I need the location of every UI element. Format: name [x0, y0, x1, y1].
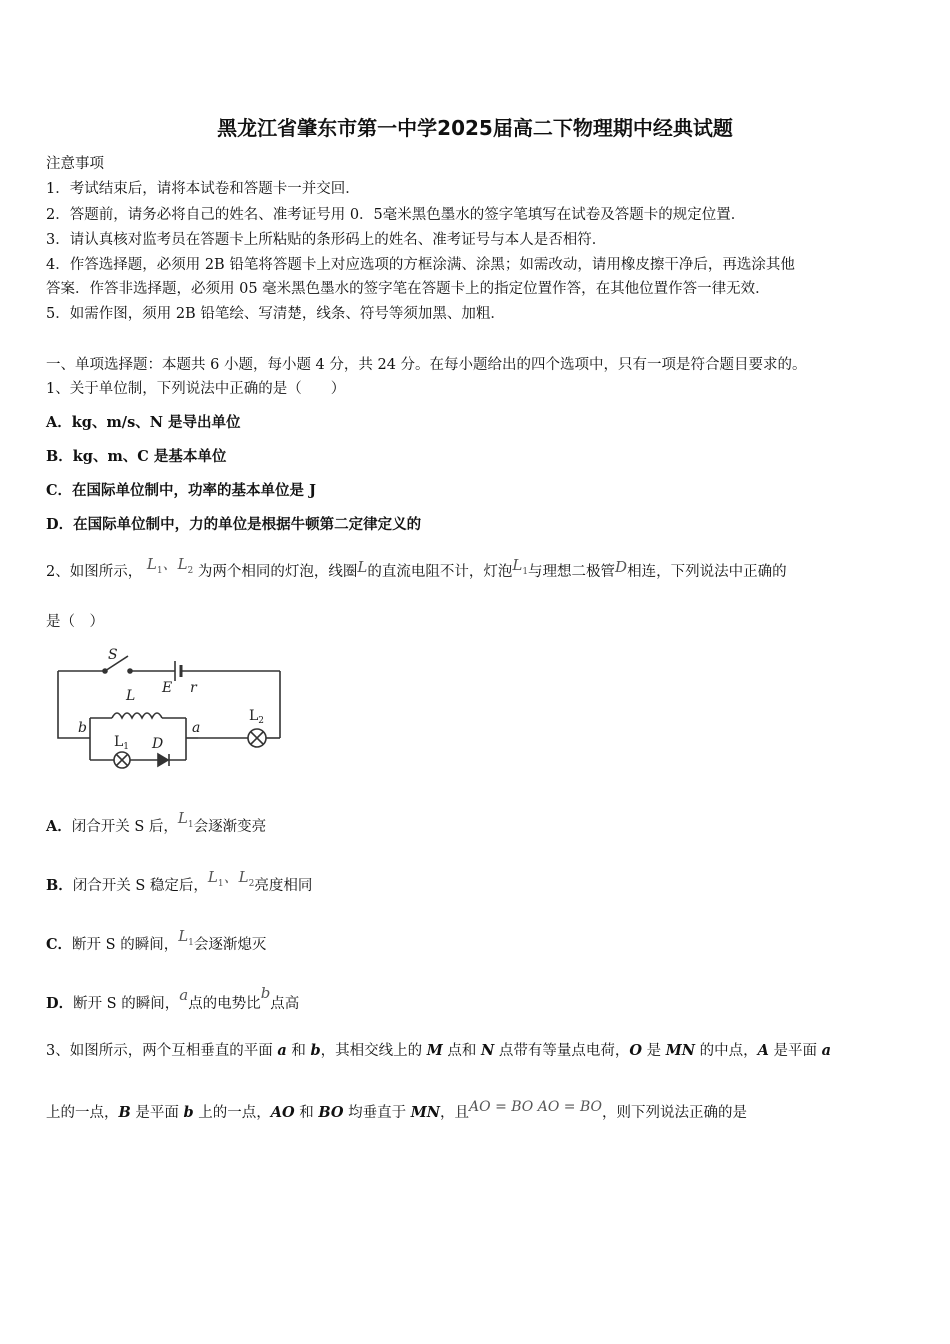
option-text: kg、m、C 是基本单位: [72, 448, 227, 465]
notice-item: 2．答题前，请务必将自己的姓名、准考证号用 0．5毫米黑色墨水的签字笔填写在试卷及答题卡的规定位置．: [46, 207, 746, 223]
label-l: L: [126, 688, 136, 704]
symbol-a: a: [179, 986, 189, 1004]
question-2-option-d[interactable]: [46, 984, 300, 1013]
notice-item: 4．作答选择题，必须用 2B 铅笔将答题卡上对应选项的方框涂满、涂黑；如需改动，请用橡皮擦干净后，再选涂其他: [46, 257, 795, 273]
label-s: S: [108, 647, 118, 663]
option-text: 断开 S 的瞬间，: [72, 937, 179, 953]
symbol-coil: L: [357, 558, 368, 576]
label-r: r: [190, 680, 197, 696]
equation-ao-bo: AO = BO AO = BO: [469, 1099, 602, 1115]
option-text: 在国际单位制中，力的单位是根据牛顿第二定律定义的: [73, 516, 422, 533]
notice-item: 5．如需作图，须用 2B 铅笔绘、写清楚，线条、符号等须加黑、加粗．: [46, 306, 505, 322]
question-2-stem-cont: 是（ ）: [46, 614, 104, 630]
label-l1: $L_1$: [114, 734, 130, 752]
symbol-l1: $L_1$: [146, 555, 163, 576]
section-heading: 一、单项选择题：本题共 6 小题，每小题 4 分，共 24 分。在每小题给出的四个选项中，只有一项是符合题目要求的。: [46, 357, 807, 373]
bulb-l2-cross: [251, 732, 263, 744]
question-2-option-c[interactable]: [46, 927, 267, 956]
option-letter: A．: [46, 818, 72, 835]
question-1-option-d[interactable]: [46, 513, 421, 534]
circuit-diagram: [50, 644, 290, 774]
symbol-separator: 、: [162, 555, 178, 573]
notice-heading: 注意事项: [46, 156, 104, 172]
symbol-l2: $L_2$: [177, 555, 194, 576]
inductor-coil: [112, 713, 162, 718]
option-letter: C．: [46, 482, 73, 499]
label-a: a: [192, 720, 201, 736]
option-text: kg、m/s、N 是导出单位: [71, 414, 241, 431]
question-3-stem-cont: 上的一点，B 是平面 b 上的一点，AO 和 BO 均垂直于 MN，且AO = BO AO = BO，则下列说法正确的是: [46, 1099, 747, 1121]
option-letter: B．: [46, 448, 73, 465]
option-text: 闭合开关 S 稳定后，: [72, 878, 208, 894]
question-1-option-b[interactable]: [46, 445, 226, 466]
diode-triangle: [158, 754, 168, 766]
page-title: 黑龙江省肇东市第一中学2025届高二下物理期中经典试题: [217, 116, 733, 140]
option-text: 亮度相同: [254, 878, 313, 894]
label-d: D: [152, 736, 164, 752]
notice-item: 1．考试结束后，请将本试卷和答题卡一并交回．: [46, 181, 360, 197]
option-text: 会逐渐变亮: [193, 819, 267, 835]
label-b: b: [78, 720, 87, 736]
option-letter: D．: [46, 516, 74, 533]
symbol-l1: $L_1$: [512, 556, 529, 577]
option-text: 在国际单位制中，功率的基本单位是 J: [72, 482, 316, 499]
option-text: 点高: [270, 996, 300, 1012]
question-2-stem: 2、如图所示， $L_1$、$L_2$ 为两个相同的灯泡，线圈L的直流电阻不计，灯泡$L_1$与理想二极管D相连，下列说法中正确的: [46, 555, 787, 580]
symbol-l1: $L_1$: [207, 868, 224, 889]
question-1-option-a[interactable]: [46, 411, 241, 432]
option-text: 会逐渐熄灭: [193, 937, 267, 953]
question-1-option-c[interactable]: [46, 479, 316, 500]
option-letter: C．: [46, 936, 73, 953]
symbol-l1: $L_1$: [178, 927, 194, 948]
question-2-option-a[interactable]: [46, 809, 267, 838]
question-2-option-b[interactable]: B．闭合开关 S 稳定后，$L_1$、$L_2$亮度相同: [46, 868, 313, 894]
label-l2: $L_2$: [249, 708, 265, 726]
notice-item: 答案．作答非选择题，必须用 05 毫米黑色墨水的签字笔在答题卡上的指定位置作答，在其他位置作答一律无效．: [46, 281, 770, 297]
option-text: 断开 S 的瞬间，: [73, 996, 180, 1012]
question-1-stem: 1、关于单位制，下列说法中正确的是（ ）: [46, 381, 346, 397]
option-letter: B．: [46, 877, 73, 894]
bulb-l1-cross: [116, 754, 128, 766]
notice-item: 3．请认真核对监考员在答题卡上所粘贴的条形码上的姓名、准考证号与本人是否相符．: [46, 232, 607, 248]
option-text: 闭合开关 S 后，: [71, 819, 178, 835]
label-e: E: [162, 680, 173, 696]
option-text: 点的电势比: [188, 996, 261, 1012]
question-3-stem: 3、如图所示，两个互相垂直的平面 a 和 b，其相交线上的 M 点和 N 点带有等量点电荷，O 是 MN 的中点，A 是平面 a: [46, 1042, 832, 1059]
symbol-diode: D: [615, 558, 628, 576]
symbol-b: b: [260, 984, 271, 1002]
option-letter: A．: [46, 414, 72, 431]
question-number: 2、如图所示，: [46, 564, 143, 580]
symbol-l2: $L_2$: [238, 868, 255, 889]
symbol-l1: $L_1$: [177, 809, 194, 830]
option-letter: D．: [46, 995, 74, 1012]
